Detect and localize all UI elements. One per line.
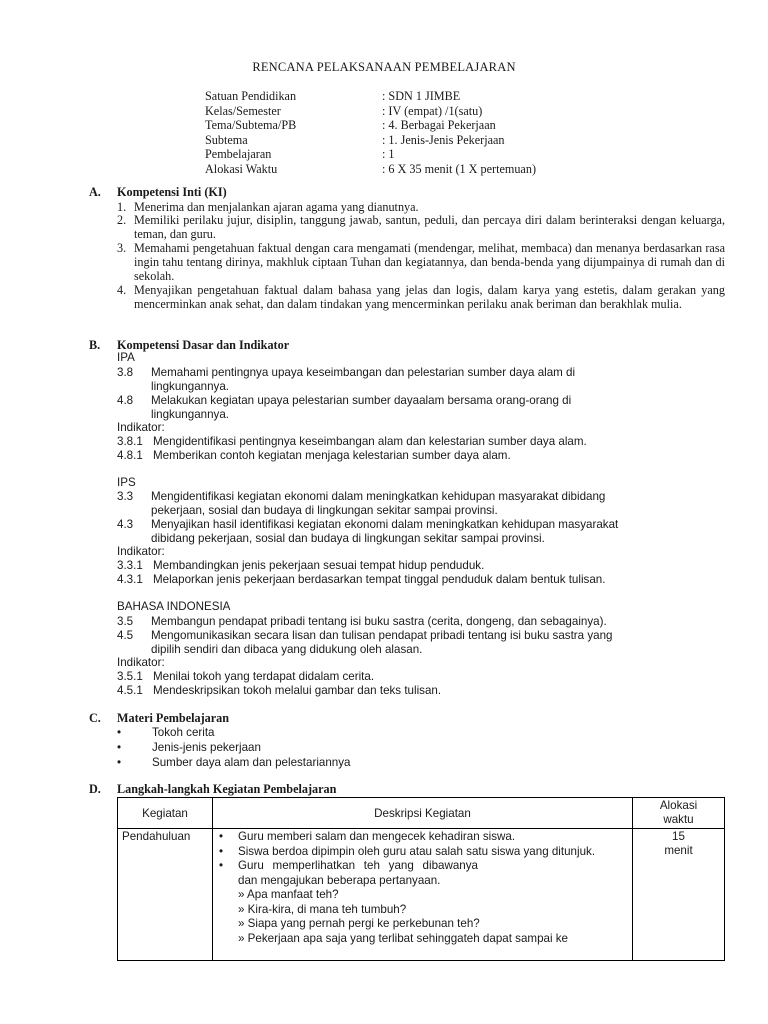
materi-item bbox=[117, 726, 215, 740]
indikator-text: Mengidentifikasi pentingnya keseimbangan alam dan kelestarian sumber daya alam. bbox=[153, 435, 587, 448]
meta-value: : SDN 1 JIMBE bbox=[382, 89, 461, 103]
header-kegiatan: Kegiatan bbox=[118, 798, 213, 829]
indikator-item bbox=[117, 573, 605, 587]
section-letter: C. bbox=[89, 711, 101, 725]
indikator-code: 3.3.1 bbox=[117, 559, 143, 572]
ki-text: Memiliki perilaku jujur, disiplin, tanggung jawab, santun, peduli, dan percaya diri dalam berinteraksi dengan keluarga, teman, dan guru. bbox=[134, 213, 725, 241]
alokasi-value: 15 bbox=[672, 830, 685, 843]
table-row bbox=[118, 829, 725, 961]
meta-value: : 1. Jenis-Jenis Pekerjaan bbox=[382, 132, 505, 147]
indikator-text: Menilai tokoh yang terdapat didalam cerita. bbox=[153, 670, 375, 683]
meta-row bbox=[205, 147, 536, 162]
indikator-code: 4.5.1 bbox=[117, 684, 143, 697]
alokasi-unit: menit bbox=[664, 844, 693, 857]
section-letter: A. bbox=[89, 185, 101, 199]
cell-deskripsi bbox=[213, 829, 633, 961]
indikator-code: 4.3.1 bbox=[117, 573, 143, 586]
kd-code: 4.8 bbox=[117, 394, 134, 407]
kd-text: Membangun pendapat pribadi tentang isi buku sastra (cerita, dongeng, dan sebagainya). bbox=[151, 615, 607, 628]
section-a-heading bbox=[89, 185, 227, 200]
section-d-heading bbox=[89, 782, 336, 797]
section-title: Materi Pembelajaran bbox=[117, 711, 230, 725]
kd-code: 3.8 bbox=[117, 366, 134, 379]
kd-code: 3.5 bbox=[117, 615, 134, 628]
kd-text: Mengomunikasikan secara lisan dan tulisan pendapat pribadi tentang isi buku sastra yang dipilih sendiri dan dibaca yang didukung oleh alasan. bbox=[151, 629, 613, 656]
bullet-icon: • bbox=[117, 726, 122, 739]
section-letter: D. bbox=[89, 782, 101, 796]
indikator-item bbox=[117, 670, 374, 684]
kd-code: 3.3 bbox=[117, 490, 134, 503]
indikator-text: Membandingkan jenis pekerjaan sesuai tempat hidup penduduk. bbox=[153, 559, 485, 572]
indikator-item bbox=[117, 559, 484, 573]
ki-text: Menyajikan pengetahuan faktual dalam bahasa yang jelas dan logis, dalam karya yang estetis, dalam gerakan yang mencerminkan anak sehat, dan dalam tindakan yang mencerminkan perilaku anak beriman dan berakhlak mulia. bbox=[134, 283, 725, 311]
meta-key: Alokasi Waktu bbox=[205, 161, 278, 176]
kd-code: 4.5 bbox=[117, 629, 134, 642]
indikator-item bbox=[117, 449, 511, 463]
page-title: RENCANA PELAKSANAAN PEMBELAJARAN bbox=[252, 60, 516, 74]
question-item: » Siapa yang pernah pergi ke perkebunan teh? bbox=[238, 917, 480, 930]
activity-bullet: • Guru memberi salam dan mengecek kehadiran siswa. bbox=[217, 830, 628, 845]
kd-text: Mengidentifikasi kegiatan ekonomi dalam meningkatkan kehidupan masyarakat dibidang pekerjaan, sosial dan budaya di lingkungan sekitar sampai provinsi. bbox=[151, 490, 606, 517]
meta-key: Satuan Pendidikan bbox=[205, 89, 297, 103]
meta-key: Kelas/Semester bbox=[205, 103, 281, 118]
activity-bullet: • Guru memperlihatkan teh yang dibawanya dan mengajukan beberapa pertanyaan. bbox=[217, 859, 628, 888]
indikator-label: Indikator: bbox=[117, 656, 165, 669]
kd-text: Menyajikan hasil identifikasi kegiatan ekonomi dalam meningkatkan kehidupan masyarakat dibidang pekerjaan, sosial dan budaya di lingkungan sekitar sampai provinsi. bbox=[151, 518, 619, 545]
kd-item bbox=[117, 490, 637, 518]
kd-item bbox=[117, 615, 637, 629]
indikator-item bbox=[117, 684, 441, 698]
kd-item bbox=[117, 629, 637, 657]
ki-number: 1. bbox=[117, 200, 127, 214]
question-item: » Pekerjaan apa saja yang terlibat sehinggateh dapat sampai ke bbox=[238, 931, 569, 945]
ki-number: 4. bbox=[117, 283, 127, 297]
header-deskripsi: Deskripsi Kegiatan bbox=[213, 798, 633, 829]
subject-label-ipa: IPA bbox=[117, 351, 135, 364]
indikator-text: Mendeskripsikan tokoh melalui gambar dan teks tulisan. bbox=[153, 684, 442, 697]
meta-key: Pembelajaran bbox=[205, 147, 272, 161]
meta-row bbox=[205, 162, 536, 177]
meta-value: : 4. Berbagai Pekerjaan bbox=[382, 118, 496, 132]
ki-number: 3. bbox=[117, 241, 127, 255]
ki-item bbox=[117, 283, 725, 311]
section-c-heading bbox=[89, 711, 229, 726]
materi-text: Sumber daya alam dan pelestariannya bbox=[152, 756, 351, 769]
subject-label-bahasa-indonesia: BAHASA INDONESIA bbox=[117, 600, 231, 613]
header-alokasi-line1: Alokasi bbox=[659, 799, 698, 812]
header-alokasi bbox=[633, 798, 725, 829]
question-item: » Apa manfaat teh? bbox=[238, 888, 339, 901]
meta-row bbox=[205, 133, 536, 148]
bullet-icon: • bbox=[117, 741, 122, 754]
bullet-icon: • bbox=[117, 756, 122, 769]
ki-text: Memahami pengetahuan faktual dengan cara mengamati (mendengar, melihat, membaca) dan menanya berdasarkan rasa ingin tahu tentang dirinya, makhluk ciptaan Tuhan dan kegiatannya, dan benda-benda yang dijumpainya di rumah dan di sekolah. bbox=[134, 241, 725, 283]
ki-number: 2. bbox=[117, 213, 127, 227]
section-letter: B. bbox=[89, 338, 101, 352]
cell-alokasi bbox=[633, 829, 725, 961]
indikator-text: Memberikan contoh kegiatan menjaga kelestarian sumber daya alam. bbox=[153, 449, 511, 462]
ki-item bbox=[117, 213, 725, 241]
indikator-code: 4.8.1 bbox=[117, 449, 143, 462]
kd-item bbox=[117, 394, 637, 422]
meta-row bbox=[205, 118, 536, 133]
indikator-item bbox=[117, 435, 587, 449]
kd-code: 4.3 bbox=[117, 518, 134, 531]
kd-text: Memahami pentingnya upaya keseimbangan dan pelestarian sumber daya alam di lingkungannya. bbox=[151, 366, 576, 393]
subject-label-ips: IPS bbox=[117, 476, 136, 489]
kd-item bbox=[117, 366, 637, 394]
indikator-text: Melaporkan jenis pekerjaan berdasarkan tempat tinggal penduduk dalam bentuk tulisan. bbox=[153, 573, 606, 586]
meta-value: : 6 X 35 menit (1 X pertemuan) bbox=[382, 161, 536, 176]
indikator-code: 3.5.1 bbox=[117, 670, 143, 683]
meta-row bbox=[205, 104, 536, 119]
cell-kegiatan: Pendahuluan bbox=[118, 829, 213, 961]
materi-text: Jenis-jenis pekerjaan bbox=[152, 741, 261, 754]
indikator-label: Indikator: bbox=[117, 421, 165, 434]
indikator-label: Indikator: bbox=[117, 545, 165, 558]
activity-table bbox=[117, 797, 725, 961]
indikator-code: 3.8.1 bbox=[117, 435, 143, 448]
identity-block bbox=[205, 89, 536, 176]
meta-key: Subtema bbox=[205, 132, 248, 147]
question-item: » Kira-kira, di mana teh tumbuh? bbox=[238, 902, 407, 916]
activity-bullet: • Siswa berdoa dipimpin oleh guru atau salah satu siswa yang ditunjuk. bbox=[217, 845, 628, 860]
section-title: Langkah-langkah Kegiatan Pembelajaran bbox=[117, 782, 337, 796]
materi-item bbox=[117, 741, 261, 755]
meta-row bbox=[205, 89, 536, 104]
table-header-row bbox=[118, 798, 725, 829]
activity-bullets bbox=[217, 830, 628, 888]
meta-value: : 1 bbox=[382, 147, 395, 161]
ki-item bbox=[117, 200, 725, 214]
meta-key: Tema/Subtema/PB bbox=[205, 118, 297, 132]
ki-text: Menerima dan menjalankan ajaran agama yang dianutnya. bbox=[134, 200, 419, 214]
section-title: Kompetensi Dasar dan Indikator bbox=[117, 338, 290, 352]
materi-item bbox=[117, 756, 351, 770]
meta-value: : IV (empat) /1(satu) bbox=[382, 103, 483, 118]
ki-item bbox=[117, 241, 725, 283]
kd-text: Melakukan kegiatan upaya pelestarian sumber dayaalam bersama orang-orang di lingkungannya. bbox=[151, 394, 572, 421]
section-title: Kompetensi Inti (KI) bbox=[117, 185, 227, 199]
header-alokasi-line2: waktu bbox=[663, 813, 694, 826]
kd-item bbox=[117, 518, 637, 546]
materi-text: Tokoh cerita bbox=[152, 726, 215, 739]
